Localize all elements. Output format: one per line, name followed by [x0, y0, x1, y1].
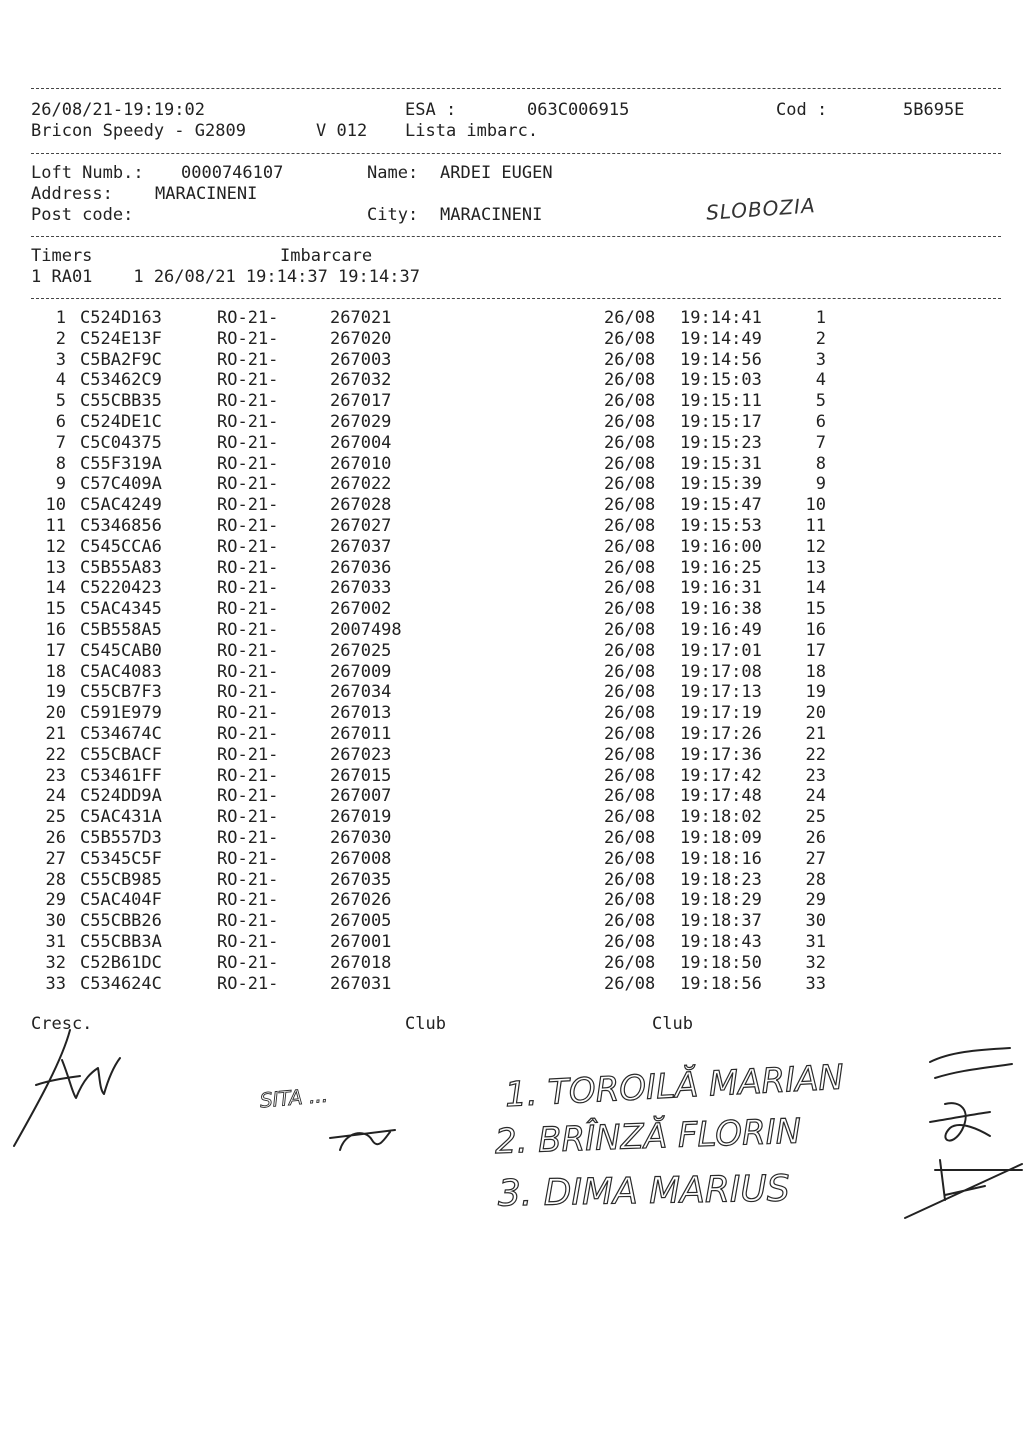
cell-chip: C55CB7F3 [80, 682, 162, 703]
cell-time: 19:15:39 [680, 474, 762, 495]
cell-ring: 267004 [330, 432, 392, 453]
cell-date: 26/08 [604, 828, 656, 848]
cell-n: 14 [45, 578, 66, 599]
esa-label: ESA : [405, 100, 457, 120]
cell-order: 25 [805, 807, 826, 828]
cell-chip: C5AC4083 [80, 661, 162, 682]
cell-n: 12 [45, 536, 66, 557]
cell-order: 22 [805, 744, 826, 765]
address-value: MARACINENI [155, 184, 258, 204]
cell-prefix: RO-21- [217, 432, 279, 453]
esa-value: 063C006915 [527, 100, 630, 120]
cell-n: 4 [55, 370, 66, 391]
cell-order: 17 [805, 640, 826, 661]
cell-chip: C53461FF [80, 765, 162, 786]
cell-ring: 267019 [330, 807, 392, 828]
cell-date: 26/08 [604, 890, 656, 911]
cell-order: 13 [805, 557, 826, 578]
cell-order: 4 [815, 370, 826, 391]
cell-date: 26/08 [604, 516, 656, 536]
cell-ring: 267021 [330, 308, 392, 328]
cell-date: 26/08 [604, 744, 656, 765]
cell-date: 26/08 [604, 308, 656, 328]
cell-prefix: RO-21- [217, 828, 279, 848]
cell-time: 19:17:19 [680, 703, 762, 724]
breeder-signature-icon [14, 1030, 120, 1146]
cell-prefix: RO-21- [217, 599, 279, 620]
cell-ring: 267011 [330, 724, 392, 744]
cell-ring: 267036 [330, 557, 392, 578]
cell-time: 19:16:00 [680, 536, 762, 557]
cell-chip: C5AC404F [80, 890, 162, 911]
cell-n: 10 [45, 495, 66, 516]
cell-date: 26/08 [604, 474, 656, 495]
cell-ring: 267025 [330, 640, 392, 661]
cell-prefix: RO-21- [217, 952, 279, 973]
cell-chip: C5B557D3 [80, 828, 162, 848]
cell-n: 27 [45, 848, 66, 869]
postcode-label: Post code: [31, 205, 134, 225]
cod-label: Cod : [776, 100, 828, 120]
cell-date: 26/08 [604, 932, 656, 952]
cell-date: 26/08 [604, 786, 656, 807]
cell-prefix: RO-21- [217, 536, 279, 557]
cell-order: 14 [805, 578, 826, 599]
cell-ring: 267002 [330, 599, 392, 620]
cell-order: 9 [815, 474, 826, 495]
city-label: City: [367, 205, 419, 225]
cell-date: 26/08 [604, 557, 656, 578]
cell-n: 9 [55, 474, 66, 495]
cell-time: 19:17:42 [680, 765, 762, 786]
cell-time: 19:15:23 [680, 432, 762, 453]
cell-time: 19:17:08 [680, 661, 762, 682]
cell-n: 1 [55, 308, 66, 328]
cell-ring: 267005 [330, 911, 392, 932]
print-datetime: 26/08/21-19:19:02 [31, 100, 205, 120]
cell-order: 26 [805, 828, 826, 848]
cell-n: 19 [45, 682, 66, 703]
cell-order: 30 [805, 911, 826, 932]
imbarcare-label: Imbarcare [280, 246, 373, 266]
cell-chip: C5B558A5 [80, 620, 162, 640]
cell-chip: C55CBB3A [80, 932, 162, 952]
cell-n: 30 [45, 911, 66, 932]
cell-date: 26/08 [604, 412, 656, 432]
cell-date: 26/08 [604, 432, 656, 453]
cell-prefix: RO-21- [217, 848, 279, 869]
cell-date: 26/08 [604, 661, 656, 682]
cell-chip: C5B55A83 [80, 557, 162, 578]
cell-n: 31 [45, 932, 66, 952]
cell-chip: C545CAB0 [80, 640, 162, 661]
cell-ring: 267027 [330, 516, 392, 536]
cell-n: 22 [45, 744, 66, 765]
cresc-label: Cresc. [31, 1014, 93, 1034]
cell-chip: C524DD9A [80, 786, 162, 807]
cell-date: 26/08 [604, 765, 656, 786]
cell-date: 26/08 [604, 640, 656, 661]
cell-prefix: RO-21- [217, 557, 279, 578]
cell-time: 19:15:11 [680, 391, 762, 412]
cell-chip: C545CCA6 [80, 536, 162, 557]
loft-label: Loft Numb.: [31, 163, 144, 183]
address-label: Address: [31, 184, 113, 204]
cell-ring: 267028 [330, 495, 392, 516]
cell-time: 19:18:56 [680, 973, 762, 994]
cell-prefix: RO-21- [217, 932, 279, 952]
cell-date: 26/08 [604, 391, 656, 412]
cell-time: 19:16:25 [680, 557, 762, 578]
cell-chip: C55CB985 [80, 869, 162, 890]
cell-chip: C524DE1C [80, 412, 162, 432]
cell-chip: C5AC431A [80, 807, 162, 828]
cell-prefix: RO-21- [217, 869, 279, 890]
witness-2-signature-icon [930, 1103, 990, 1140]
cell-n: 21 [45, 724, 66, 744]
cell-prefix: RO-21- [217, 412, 279, 432]
cell-chip: C55F319A [80, 453, 162, 474]
cell-time: 19:14:49 [680, 328, 762, 349]
cell-time: 19:16:31 [680, 578, 762, 599]
cell-n: 20 [45, 703, 66, 724]
cell-date: 26/08 [604, 703, 656, 724]
witness-1-signature-icon [930, 1048, 1012, 1078]
club-handwritten-note: SITA ... [258, 1082, 329, 1113]
cell-n: 5 [55, 391, 66, 412]
timers-label: Timers [31, 246, 93, 266]
cell-n: 11 [45, 516, 66, 536]
cell-order: 23 [805, 765, 826, 786]
cell-prefix: RO-21- [217, 890, 279, 911]
cell-order: 7 [815, 432, 826, 453]
cell-order: 16 [805, 620, 826, 640]
cell-n: 8 [55, 453, 66, 474]
cell-date: 26/08 [604, 869, 656, 890]
cell-time: 19:17:26 [680, 724, 762, 744]
cell-order: 15 [805, 599, 826, 620]
cell-time: 19:15:47 [680, 495, 762, 516]
cell-prefix: RO-21- [217, 744, 279, 765]
cell-chip: C5AC4345 [80, 599, 162, 620]
cell-time: 19:15:03 [680, 370, 762, 391]
cell-date: 26/08 [604, 807, 656, 828]
cell-date: 26/08 [604, 453, 656, 474]
cell-prefix: RO-21- [217, 391, 279, 412]
cell-chip: C5C04375 [80, 432, 162, 453]
cell-date: 26/08 [604, 578, 656, 599]
cell-prefix: RO-21- [217, 640, 279, 661]
cell-prefix: RO-21- [217, 308, 279, 328]
cell-date: 26/08 [604, 973, 656, 994]
cell-ring: 267037 [330, 536, 392, 557]
cell-ring: 2007498 [330, 620, 402, 640]
club-label-1: Club [405, 1014, 446, 1034]
club-signature-icon [330, 1130, 395, 1150]
cell-prefix: RO-21- [217, 765, 279, 786]
cell-ring: 267015 [330, 765, 392, 786]
cell-n: 18 [45, 661, 66, 682]
cell-time: 19:17:13 [680, 682, 762, 703]
cell-date: 26/08 [604, 349, 656, 370]
cell-ring: 267003 [330, 349, 392, 370]
cell-chip: C55CBACF [80, 744, 162, 765]
witness-2: 2. BRÎNZĂ FLORIN [494, 1111, 802, 1163]
cell-prefix: RO-21- [217, 349, 279, 370]
cell-date: 26/08 [604, 328, 656, 349]
timer-line: 1 RA01 1 26/08/21 19:14:37 19:14:37 [31, 267, 420, 287]
device-version: V 012 [316, 121, 368, 141]
cell-time: 19:14:56 [680, 349, 762, 370]
club-label-2: Club [652, 1014, 693, 1034]
cell-n: 25 [45, 807, 66, 828]
cell-chip: C55CBB35 [80, 391, 162, 412]
cell-time: 19:18:02 [680, 807, 762, 828]
cell-n: 17 [45, 640, 66, 661]
cell-date: 26/08 [604, 370, 656, 391]
loft-number: 0000746107 [181, 163, 284, 183]
cell-time: 19:18:16 [680, 848, 762, 869]
cell-prefix: RO-21- [217, 786, 279, 807]
cell-order: 24 [805, 786, 826, 807]
cell-n: 6 [55, 412, 66, 432]
cell-order: 18 [805, 661, 826, 682]
cell-n: 3 [55, 349, 66, 370]
cell-prefix: RO-21- [217, 724, 279, 744]
cell-order: 8 [815, 453, 826, 474]
cell-chip: C53462C9 [80, 370, 162, 391]
cell-chip: C524D163 [80, 308, 162, 328]
cell-order: 20 [805, 703, 826, 724]
owner-name: ARDEI EUGEN [440, 163, 553, 183]
cell-time: 19:17:36 [680, 744, 762, 765]
cell-chip: C5345C5F [80, 848, 162, 869]
cell-ring: 267008 [330, 848, 392, 869]
cell-ring: 267007 [330, 786, 392, 807]
cell-n: 26 [45, 828, 66, 848]
cell-ring: 267034 [330, 682, 392, 703]
cell-prefix: RO-21- [217, 911, 279, 932]
cell-ring: 267032 [330, 370, 392, 391]
name-label: Name: [367, 163, 419, 183]
list-title: Lista imbarc. [405, 121, 539, 141]
cell-date: 26/08 [604, 952, 656, 973]
cell-time: 19:14:41 [680, 308, 762, 328]
cell-date: 26/08 [604, 536, 656, 557]
cell-time: 19:18:23 [680, 869, 762, 890]
cell-order: 29 [805, 890, 826, 911]
city-value: MARACINENI [440, 205, 543, 225]
cell-time: 19:18:43 [680, 932, 762, 952]
cell-n: 23 [45, 765, 66, 786]
cell-time: 19:15:17 [680, 412, 762, 432]
cell-chip: C524E13F [80, 328, 162, 349]
cell-chip: C5220423 [80, 578, 162, 599]
cell-chip: C52B61DC [80, 952, 162, 973]
cell-ring: 267026 [330, 890, 392, 911]
cell-order: 2 [815, 328, 826, 349]
cell-time: 19:15:53 [680, 516, 762, 536]
handwritten-destination-note: SLOBOZIA [705, 193, 817, 225]
cell-ring: 267029 [330, 412, 392, 432]
cell-order: 12 [805, 536, 826, 557]
cell-chip: C591E979 [80, 703, 162, 724]
cell-chip: C55CBB26 [80, 911, 162, 932]
cell-prefix: RO-21- [217, 807, 279, 828]
cell-time: 19:18:09 [680, 828, 762, 848]
cell-date: 26/08 [604, 848, 656, 869]
cell-n: 7 [55, 432, 66, 453]
cell-prefix: RO-21- [217, 703, 279, 724]
cell-n: 29 [45, 890, 66, 911]
cell-time: 19:18:37 [680, 911, 762, 932]
cell-time: 19:15:31 [680, 453, 762, 474]
cell-time: 19:18:50 [680, 952, 762, 973]
cell-prefix: RO-21- [217, 453, 279, 474]
cell-order: 33 [805, 973, 826, 994]
cell-ring: 267023 [330, 744, 392, 765]
cod-value: 5B695E [903, 100, 965, 120]
cell-n: 13 [45, 557, 66, 578]
cell-ring: 267009 [330, 661, 392, 682]
witness-3-signature-icon [905, 1160, 1022, 1218]
cell-n: 2 [55, 328, 66, 349]
cell-order: 32 [805, 952, 826, 973]
cell-prefix: RO-21- [217, 661, 279, 682]
cell-n: 15 [45, 599, 66, 620]
cell-ring: 267031 [330, 973, 392, 994]
cell-ring: 267013 [330, 703, 392, 724]
cell-chip: C5346856 [80, 516, 162, 536]
device-name: Bricon Speedy - G2809 [31, 121, 246, 141]
cell-prefix: RO-21- [217, 370, 279, 391]
cell-n: 33 [45, 973, 66, 994]
cell-n: 24 [45, 786, 66, 807]
cell-date: 26/08 [604, 599, 656, 620]
cell-time: 19:16:38 [680, 599, 762, 620]
cell-order: 21 [805, 724, 826, 744]
cell-order: 11 [805, 516, 826, 536]
cell-date: 26/08 [604, 682, 656, 703]
cell-order: 5 [815, 391, 826, 412]
cell-time: 19:16:49 [680, 620, 762, 640]
cell-prefix: RO-21- [217, 620, 279, 640]
cell-ring: 267017 [330, 391, 392, 412]
cell-ring: 267020 [330, 328, 392, 349]
cell-date: 26/08 [604, 911, 656, 932]
cell-prefix: RO-21- [217, 682, 279, 703]
cell-prefix: RO-21- [217, 495, 279, 516]
cell-chip: C57C409A [80, 474, 162, 495]
cell-order: 3 [815, 349, 826, 370]
cell-ring: 267010 [330, 453, 392, 474]
cell-chip: C5BA2F9C [80, 349, 162, 370]
cell-order: 31 [805, 932, 826, 952]
cell-chip: C534674C [80, 724, 162, 744]
cell-order: 27 [805, 848, 826, 869]
cell-prefix: RO-21- [217, 973, 279, 994]
cell-time: 19:17:48 [680, 786, 762, 807]
cell-ring: 267018 [330, 952, 392, 973]
cell-n: 32 [45, 952, 66, 973]
cell-chip: C534624C [80, 973, 162, 994]
cell-ring: 267033 [330, 578, 392, 599]
cell-time: 19:17:01 [680, 640, 762, 661]
cell-prefix: RO-21- [217, 516, 279, 536]
cell-order: 1 [815, 308, 826, 328]
cell-ring: 267030 [330, 828, 392, 848]
witness-3: 3. DIMA MARIUS [497, 1168, 791, 1215]
cell-n: 16 [45, 620, 66, 640]
cell-order: 10 [805, 495, 826, 516]
cell-n: 28 [45, 869, 66, 890]
cell-ring: 267001 [330, 932, 392, 952]
cell-order: 19 [805, 682, 826, 703]
cell-time: 19:18:29 [680, 890, 762, 911]
cell-order: 28 [805, 869, 826, 890]
cell-prefix: RO-21- [217, 328, 279, 349]
cell-date: 26/08 [604, 724, 656, 744]
cell-order: 6 [815, 412, 826, 432]
cell-prefix: RO-21- [217, 578, 279, 599]
cell-date: 26/08 [604, 495, 656, 516]
cell-ring: 267035 [330, 869, 392, 890]
cell-chip: C5AC4249 [80, 495, 162, 516]
cell-prefix: RO-21- [217, 474, 279, 495]
witness-1: 1. TOROILĂ MARIAN [503, 1057, 845, 1116]
cell-ring: 267022 [330, 474, 392, 495]
cell-date: 26/08 [604, 620, 656, 640]
